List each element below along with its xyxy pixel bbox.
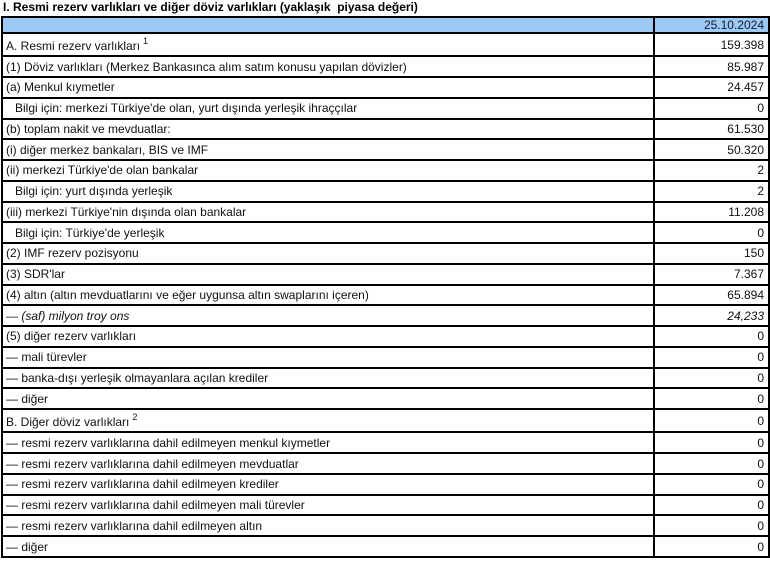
row-value: 24,233 [654,305,769,326]
row-label [2,222,654,243]
table-row [2,77,769,98]
footnote-superscript: 1 [143,35,149,46]
row-value: 85.987 [654,56,769,77]
row-label [2,202,654,223]
row-value: 0 [654,515,769,536]
row-label [2,326,654,347]
row-value: 0 [654,536,769,557]
row-label [2,56,654,77]
row-value: 50.320 [654,139,769,160]
header-date-cell: 25.10.2024 [654,17,769,33]
row-value: 7.367 [654,264,769,285]
table-row [2,98,769,119]
row-value: 0 [654,495,769,516]
row-value: 150 [654,243,769,264]
row-label [2,139,654,160]
row-label-text: B. Diğer döviz varlıkları [6,414,130,429]
row-label-text: (1) Döviz varlıkları (Merkez Bankasınca alım satım konusu yapılan dövizler) [6,59,407,74]
row-label-text: — resmi rezerv varlıklarına dahil edilmeyen menkul kıymetler [6,435,331,450]
table-row [2,285,769,306]
row-label [2,77,654,98]
row-label [2,536,654,557]
row-label-text: A. Resmi rezerv varlıkları [6,38,141,53]
row-label-text: Bilgi için: Türkiye'de yerleşik [15,225,165,240]
table-row [2,409,769,432]
footnote-superscript: 2 [132,411,138,422]
row-value: 0 [654,326,769,347]
table-row [2,453,769,474]
row-label-text: (a) Menkul kıymetler [6,80,115,95]
table-row [2,495,769,516]
row-value: 65.894 [654,285,769,306]
row-label [2,409,654,432]
table-row [2,160,769,181]
row-label [2,119,654,140]
row-value: 11.208 [654,202,769,223]
row-value: 61.530 [654,119,769,140]
row-value: 159.398 [654,33,769,56]
row-label [2,368,654,389]
row-label [2,432,654,453]
reserve-assets-table [1,16,770,558]
table-body [2,33,769,557]
row-label-text: (i) diğer merkez bankaları, BIS ve IMF [6,142,209,157]
row-label-text: (ii) merkezi Türkiye'de olan bankalar [6,163,199,178]
table-row [2,181,769,202]
row-value: 0 [654,347,769,368]
table-row [2,368,769,389]
table-row [2,56,769,77]
table-row [2,347,769,368]
row-label-text: — banka-dışı yerleşik olmayanlara açılan krediler [6,370,269,385]
table-row [2,33,769,56]
row-value: 0 [654,98,769,119]
table-row [2,243,769,264]
row-label-text: (3) SDR'lar [6,267,65,282]
row-label-text: (5) diğer rezerv varlıkları [6,329,137,344]
table-row [2,536,769,557]
row-value: 0 [654,409,769,432]
row-label-text: Bilgi için: yurt dışında yerleşik [15,184,173,199]
table-row [2,515,769,536]
row-label-text: — diğer [6,539,49,554]
row-label-text: — resmi rezerv varlıklarına dahil edilmeyen altın [6,518,263,533]
header-label-cell [2,17,654,33]
table-row [2,432,769,453]
row-value: 0 [654,432,769,453]
table-row [2,264,769,285]
row-label-text: (4) altın (altın mevduatlarını ve eğer uygunsa altın swaplarını içeren) [6,287,369,302]
row-value: 24.457 [654,77,769,98]
table-row [2,326,769,347]
row-label [2,285,654,306]
row-value: 0 [654,388,769,409]
table-row [2,119,769,140]
row-label-text: — (saf) milyon troy ons [6,308,130,323]
row-label [2,388,654,409]
row-label-text: (2) IMF rezerv pozisyonu [6,246,139,261]
row-label-text: (iii) merkezi Türkiye'nin dışında olan bankalar [6,204,247,219]
row-value: 0 [654,368,769,389]
table-row [2,305,769,326]
table-row [2,388,769,409]
row-value: 2 [654,160,769,181]
table-row [2,474,769,495]
row-value: 0 [654,453,769,474]
row-label [2,98,654,119]
row-label [2,453,654,474]
row-label-text: — diğer [6,391,49,406]
row-label-text: — resmi rezerv varlıklarına dahil edilmeyen mevduatlar [6,456,299,471]
row-label-text: — resmi rezerv varlıklarına dahil edilmeyen mali türevler [6,498,305,513]
row-label [2,474,654,495]
report-title: I. Resmi rezerv varlıkları ve diğer döviz varlıkları (yaklaşık piyasa değeri) [3,0,418,14]
row-label [2,243,654,264]
row-label [2,33,654,56]
table-row [2,202,769,223]
row-label [2,495,654,516]
row-label [2,160,654,181]
row-label [2,181,654,202]
row-label-text: — mali türevler [6,350,87,365]
row-label [2,515,654,536]
header-row [2,17,769,33]
row-value: 0 [654,222,769,243]
row-label [2,347,654,368]
row-label-text: — resmi rezerv varlıklarına dahil edilmeyen krediler [6,477,279,492]
row-value: 2 [654,181,769,202]
row-label [2,305,654,326]
row-label-text: Bilgi için: merkezi Türkiye'de olan, yurt dışında yerleşik ihraççılar [15,101,358,116]
row-label [2,264,654,285]
row-value: 0 [654,474,769,495]
table-row [2,222,769,243]
table-row [2,139,769,160]
row-label-text: (b) toplam nakit ve mevduatlar: [6,121,171,136]
